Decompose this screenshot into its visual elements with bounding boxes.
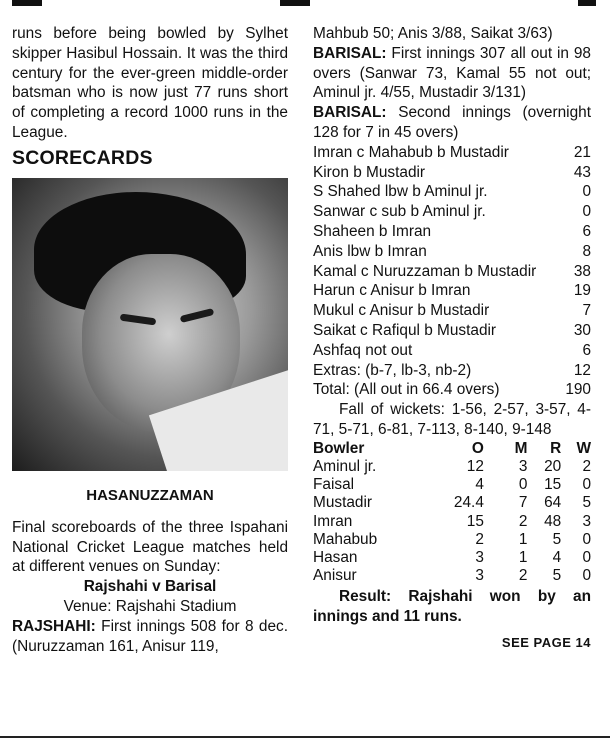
- bowling-figure: 12: [466, 457, 484, 475]
- bowling-figure: 4: [475, 476, 484, 494]
- batsman-name: Imran c Mahabub b Mustadir: [313, 143, 509, 161]
- top-rule-left: [12, 0, 42, 6]
- barisal1-text: First innings 307 all out in 98 overs (Sanwar 73, Kamal 55 not out; Aminul jr. 4/55, Mustadir 3/131): [313, 44, 591, 102]
- batsman-name: Extras: (b-7, lb-3, nb-2): [313, 361, 472, 379]
- batsman-runs: 38: [573, 262, 591, 280]
- bowling-figure: 0: [582, 530, 591, 548]
- batsman-name: Anis lbw b Imran: [313, 242, 427, 260]
- batsman-name: Saikat c Rafiqul b Mustadir: [313, 321, 497, 339]
- bowling-figure: 0: [582, 476, 591, 494]
- bowling-row: [313, 513, 591, 531]
- bowling-figure: 0: [582, 548, 591, 566]
- match-title: Rajshahi v Barisal: [83, 578, 217, 596]
- batting-row: [313, 163, 591, 183]
- batsman-name: S Shahed lbw b Aminul jr.: [313, 183, 488, 201]
- batsman-name: Total: (All out in 66.4 overs): [313, 381, 500, 399]
- batsman-runs: 8: [582, 242, 591, 260]
- batsman-runs: 6: [582, 341, 591, 359]
- batting-row: [313, 202, 591, 222]
- barisal-second-innings: [313, 103, 591, 143]
- bowling-figure: 15: [466, 512, 484, 530]
- bowling-figure: 48: [544, 512, 562, 530]
- batsman-runs: 0: [582, 203, 591, 221]
- barisal2-label: BARISAL:: [313, 104, 387, 122]
- bowling-figure: 64: [544, 494, 562, 512]
- top-rule-mid: [280, 0, 310, 6]
- bowler-name: Faisal: [313, 476, 355, 494]
- venue-line: Venue: Rajshahi Stadium: [63, 597, 237, 615]
- batsman-name: Harun c Anisur b Imran: [313, 282, 471, 300]
- batsman-name: Sanwar c sub b Aminul jr.: [313, 203, 486, 221]
- bowling-figure: 0: [582, 567, 591, 585]
- batting-scorecard: [313, 143, 591, 400]
- bowling-row: [313, 494, 591, 512]
- batsman-runs: 12: [573, 361, 591, 379]
- bowling-table: [313, 440, 591, 586]
- bowling-figure: 3: [475, 567, 484, 585]
- see-page-link[interactable]: SEE PAGE 14: [501, 634, 591, 650]
- batsman-runs: 190: [565, 381, 591, 399]
- bowler-name: Hasan: [313, 548, 358, 566]
- bowler-name: Aminul jr.: [313, 457, 377, 475]
- batting-row: [313, 321, 591, 341]
- intro-paragraph: runs before being bowled by Sylhet skipper Hasibul Hossain. It was the third century for the ever-green middle-order batsman who is now just 77 runs short of completing a record 1000 runs in the League.: [12, 25, 288, 141]
- bowler-name: Mahabub: [313, 530, 378, 548]
- bowling-header-cell: Bowler: [313, 439, 365, 457]
- intro-scoreboards: Final scoreboards of the three Ispahani National Cricket League matches held at different venues on Sunday:: [12, 518, 288, 576]
- bowling-figure: 3: [475, 548, 484, 566]
- bowling-figure: 2: [518, 512, 528, 530]
- batsman-runs: 19: [573, 282, 591, 300]
- barisal2-text: Second innings (overnight 128 for 7 in 45 overs): [313, 104, 591, 141]
- batsman-name: Kamal c Nuruzzaman b Mustadir: [313, 262, 537, 280]
- bowling-figure: 0: [518, 476, 528, 494]
- bowling-figure: 2: [582, 457, 591, 475]
- bowler-name: Anisur: [313, 567, 357, 585]
- batsman-name: Shaheen b Imran: [313, 222, 432, 240]
- batsman-runs: 7: [582, 302, 591, 320]
- bowling-figure: 15: [544, 476, 562, 494]
- bowling-figure: 2: [475, 530, 484, 548]
- bowling-figure: 4: [552, 548, 562, 566]
- batting-row: [313, 361, 591, 381]
- bowling-figure: 1: [518, 548, 528, 566]
- bowling-figure: 5: [552, 530, 562, 548]
- fall-of-wickets: Fall of wickets: 1-56, 2-57, 3-57, 4-71, 5-71, 6-81, 7-113, 8-140, 9-148: [313, 401, 591, 438]
- bowling-header-cell: M: [514, 439, 528, 457]
- right-column: [313, 24, 591, 650]
- batting-row: [313, 242, 591, 262]
- bowling-figure: 2: [518, 567, 528, 585]
- bowler-name: Mustadir: [313, 494, 373, 512]
- bowling-figure: 24.4: [453, 494, 484, 512]
- bowling-figure: 5: [552, 567, 562, 585]
- photo-caption: HASANUZZAMAN: [86, 486, 214, 504]
- batting-row: [313, 143, 591, 163]
- bowling-figure: 20: [544, 457, 562, 475]
- bowling-header-cell: R: [550, 439, 562, 457]
- rajshahi-continued: Mahbub 50; Anis 3/88, Saikat 3/63): [313, 25, 553, 42]
- batsman-name: Kiron b Mustadir: [313, 163, 426, 181]
- bowling-figure: 3: [582, 512, 591, 530]
- bowling-header-cell: W: [576, 439, 591, 457]
- top-rule-right: [578, 0, 596, 6]
- batsman-runs: 0: [582, 183, 591, 201]
- batsman-name: Ashfaq not out: [313, 341, 413, 359]
- match-result: Result: Rajshahi won by an innings and 11 runs.: [313, 588, 591, 626]
- batting-row: [313, 281, 591, 301]
- bowling-row: [313, 549, 591, 567]
- rajshahi-text: First innings 508 for 8 dec. (Nuruzzaman 161, Anisur 119,: [12, 617, 288, 655]
- bottom-rule: [0, 736, 610, 738]
- batting-row: [313, 182, 591, 202]
- bowling-header-row: [313, 440, 591, 458]
- rajshahi-innings: [12, 617, 288, 657]
- bowling-figure: 3: [518, 457, 528, 475]
- barisal1-label: BARISAL:: [313, 44, 387, 62]
- batting-row: [313, 380, 591, 400]
- rajshahi-label: RAJSHAHI:: [12, 617, 96, 635]
- bowling-header-cell: O: [471, 439, 484, 457]
- player-photo: [12, 178, 288, 471]
- batsman-runs: 30: [573, 321, 591, 339]
- batting-row: [313, 262, 591, 282]
- batsman-runs: 6: [582, 222, 591, 240]
- barisal-first-innings: [313, 44, 591, 103]
- batting-row: [313, 341, 591, 361]
- bowling-row: [313, 531, 591, 549]
- batsman-runs: 43: [573, 163, 591, 181]
- batsman-runs: 21: [573, 143, 591, 161]
- bowling-figure: 1: [518, 530, 528, 548]
- bowler-name: Imran: [313, 512, 353, 530]
- bowling-figure: 5: [582, 494, 591, 512]
- left-column: [12, 24, 288, 656]
- batting-row: [313, 222, 591, 242]
- bowling-row: [313, 567, 591, 585]
- batting-row: [313, 301, 591, 321]
- bowling-row: [313, 458, 591, 476]
- section-heading: SCORECARDS: [12, 146, 153, 169]
- batsman-name: Mukul c Anisur b Mustadir: [313, 302, 490, 320]
- bowling-row: [313, 476, 591, 494]
- bowling-figure: 7: [518, 494, 528, 512]
